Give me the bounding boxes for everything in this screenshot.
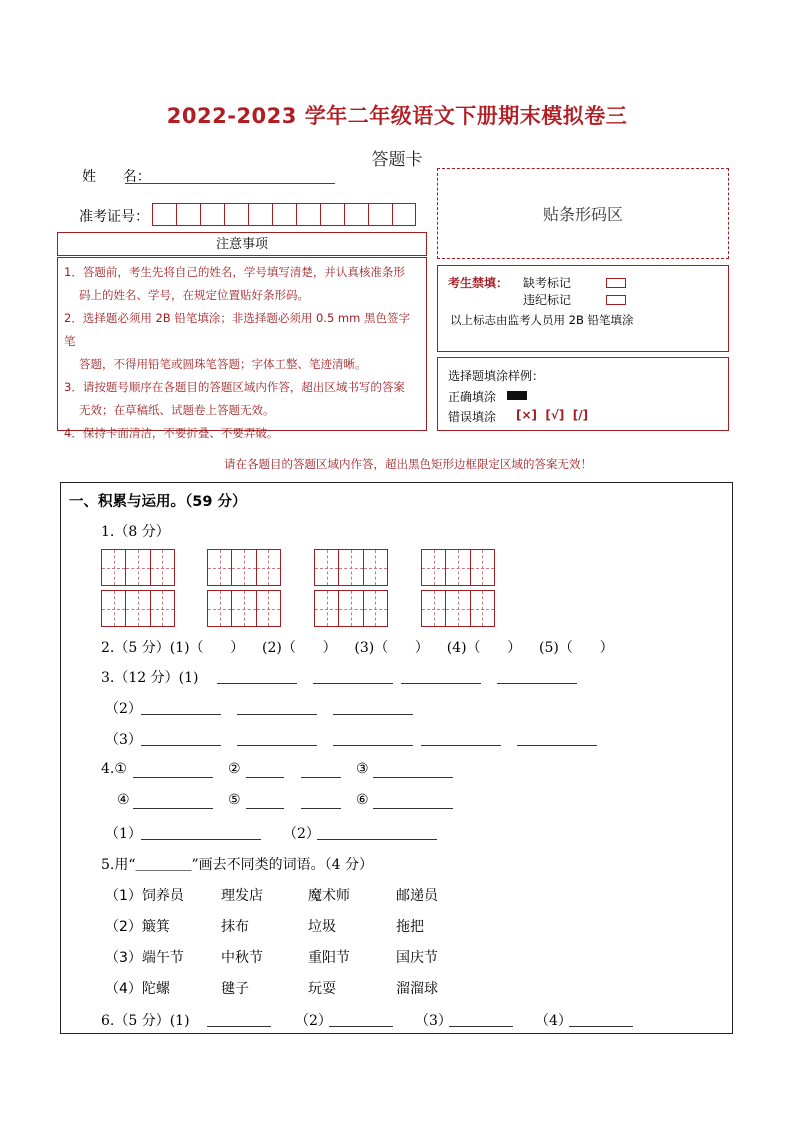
notice-item: 3．请按题号顺序在各题目的答题区域内作答，超出区域书写的答案 [64, 380, 405, 394]
q4-item-6: ⑥ [356, 792, 369, 808]
answer-line[interactable] [333, 745, 413, 746]
answer-line[interactable] [421, 745, 501, 746]
answer-line[interactable] [141, 839, 261, 840]
answer-line[interactable] [141, 714, 221, 715]
answer-line[interactable] [373, 777, 453, 778]
id-label: 准考证号： [79, 209, 149, 225]
q6-sub-3: （3） [415, 1013, 452, 1029]
word[interactable]: （1）饲养员 [105, 888, 184, 904]
notice-body [57, 257, 427, 440]
answer-line[interactable] [207, 1026, 271, 1027]
question-3-2-label: （2） [105, 701, 142, 717]
notice-item: 码上的姓名、学号，在规定位置贴好条形码。 [79, 288, 309, 302]
q4-item-2: ② [228, 761, 241, 777]
barcode-label: 贴条形码区 [542, 205, 623, 224]
answer-line[interactable] [497, 683, 577, 684]
barcode-area [437, 168, 729, 259]
answer-line[interactable] [569, 1026, 633, 1027]
q4-item-5: ⑤ [228, 792, 241, 808]
word[interactable]: 重阳节 [308, 950, 350, 966]
q6-sub-2: （2） [295, 1013, 332, 1029]
word[interactable]: 拖把 [396, 919, 424, 935]
answer-card-subtitle: 答题卡 [371, 150, 423, 170]
id-number-boxes[interactable] [152, 203, 416, 226]
word[interactable]: 玩耍 [308, 981, 336, 997]
answer-line[interactable] [313, 683, 393, 684]
answer-line[interactable] [333, 714, 413, 715]
answer-line[interactable] [246, 777, 284, 778]
answer-line[interactable] [301, 808, 341, 809]
answer-area [60, 482, 733, 1034]
absent-label: 缺考标记 [523, 276, 572, 290]
section-title: 一、积累与运用。（59 分） [69, 494, 247, 510]
word[interactable]: （3）端午节 [105, 950, 184, 966]
answer-line[interactable] [141, 745, 221, 746]
question-2: 2.（5 分）(1)（ ） (2)（ ） (3)（ ） (4)（ ） (5)（ ） [101, 640, 614, 656]
word[interactable]: 抹布 [221, 919, 249, 935]
word[interactable]: 魔术师 [308, 888, 350, 904]
answer-line[interactable] [301, 777, 341, 778]
notice-item: 2．选择题必须用 2B 铅笔填涂；非选择题必须用 0.5 mm 黑色签字笔 [64, 311, 410, 348]
answer-line[interactable] [237, 714, 317, 715]
word[interactable]: （4）陀螺 [105, 981, 170, 997]
writing-grid[interactable] [421, 549, 495, 586]
question-3-label: 3.（12 分）(1) [101, 670, 199, 686]
word[interactable]: 毽子 [221, 981, 249, 997]
q4-item-3: ③ [356, 761, 369, 777]
notice-item: 无效；在草稿纸、试题卷上答题无效。 [79, 403, 275, 417]
correct-fill-sample [507, 391, 527, 400]
writing-grid[interactable] [101, 590, 175, 627]
q6-sub-4: （4） [535, 1013, 572, 1029]
question-1-label: 1.（8 分） [101, 524, 170, 540]
answer-line[interactable] [329, 1026, 393, 1027]
question-4-label: 4.① [101, 761, 127, 777]
writing-grid[interactable] [314, 590, 388, 627]
q4-item-4: ④ [117, 792, 130, 808]
question-6-label: 6.（5 分）(1) [101, 1013, 190, 1029]
question-5-label: 5.用“＿＿＿＿”画去不同类的词语。（4 分） [101, 857, 374, 873]
proctor-note: 以上标志由监考人员用 2B 铅笔填涂 [450, 313, 634, 327]
word[interactable]: 垃圾 [308, 919, 336, 935]
writing-grid[interactable] [314, 549, 388, 586]
word[interactable]: （2）簸箕 [105, 919, 170, 935]
candidate-mark-box [437, 265, 729, 352]
writing-grid[interactable] [207, 549, 281, 586]
name-label: 姓 名： [82, 169, 151, 185]
wrong-fill-label: 错误填涂 [448, 410, 497, 424]
answer-line[interactable] [373, 808, 453, 809]
writing-grid[interactable] [101, 549, 175, 586]
answer-line[interactable] [133, 777, 213, 778]
violation-label: 违纪标记 [523, 293, 572, 307]
wrong-fill-samples: [×] [√] [/] [516, 408, 589, 422]
exam-title: 2022-2023 学年二年级语文下册期末模拟卷三 [166, 104, 628, 128]
writing-grid[interactable] [421, 590, 495, 627]
answer-line[interactable] [401, 683, 481, 684]
answer-line[interactable] [133, 808, 213, 809]
answer-line[interactable] [449, 1026, 513, 1027]
word[interactable]: 溜溜球 [396, 981, 438, 997]
word[interactable]: 理发店 [221, 888, 263, 904]
correct-fill-label: 正确填涂 [448, 390, 497, 404]
sample-heading: 选择题填涂样例： [448, 369, 545, 383]
word[interactable]: 邮递员 [396, 888, 438, 904]
notice-item: 答题，不得用铅笔或圆珠笔答题；字体工整、笔迹清晰。 [79, 357, 367, 371]
question-3-3-label: （3） [105, 732, 142, 748]
violation-checkbox[interactable] [606, 295, 626, 305]
notice-heading: 注意事项 [57, 232, 427, 256]
q4-sub-2: （2） [283, 826, 320, 842]
candidate-label: 考生禁填： [448, 276, 509, 290]
answer-line[interactable] [317, 839, 437, 840]
name-field[interactable] [125, 167, 335, 184]
notice-item: 1．答题前，考生先将自己的姓名，学号填写清楚，并认真核准条形 [64, 265, 405, 279]
writing-grid[interactable] [207, 590, 281, 627]
q4-sub-1: （1） [105, 826, 142, 842]
answer-line[interactable] [217, 683, 297, 684]
word[interactable]: 中秋节 [221, 950, 263, 966]
fill-sample-box [437, 357, 729, 431]
absent-checkbox[interactable] [606, 278, 626, 288]
answer-line[interactable] [517, 745, 597, 746]
word[interactable]: 国庆节 [396, 950, 438, 966]
answer-line[interactable] [246, 808, 284, 809]
answer-zone-warning: 请在各题目的答题区域内作答，超出黑色矩形边框限定区域的答案无效！ [224, 457, 592, 471]
answer-line[interactable] [237, 745, 317, 746]
notice-item: 4．保持卡面清洁，不要折叠、不要弄破。 [64, 426, 279, 440]
